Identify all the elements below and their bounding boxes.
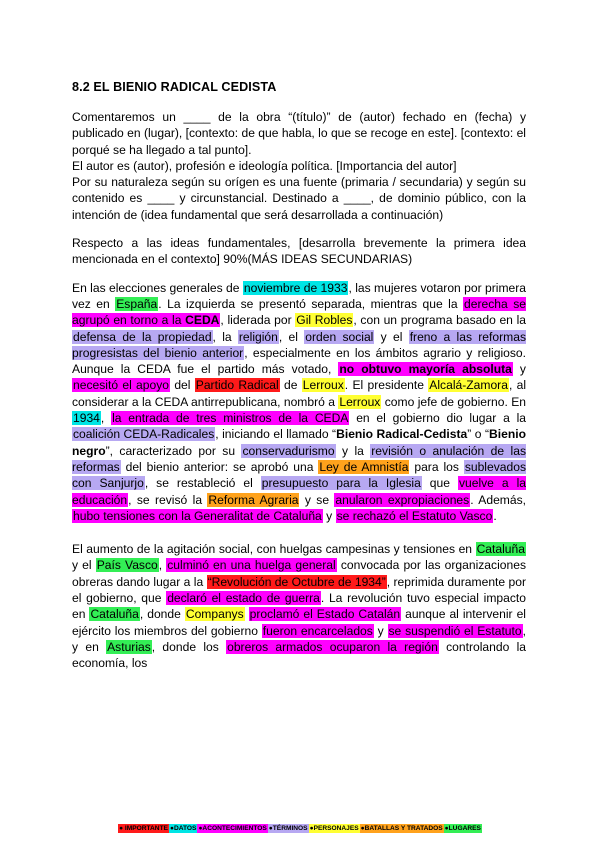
color-legend	[0, 825, 600, 832]
hl-importante: no obtuvo mayoría absoluta	[339, 362, 512, 377]
legend-importante: ● IMPORTANTE	[119, 825, 168, 832]
hl-lugar: País Vasco	[96, 558, 158, 573]
hl-personaje: Alcalá-Zamora	[429, 378, 508, 393]
hl-termino: defensa de la propiedad	[73, 329, 212, 344]
hl-personaje: Lerroux	[339, 394, 381, 409]
hl-termino: coalición CEDA-Radicales	[73, 427, 215, 442]
hl-acontecimiento: hubo tensiones con la Generalitat de Cataluña	[73, 508, 322, 523]
hl-lugar: España	[116, 296, 158, 311]
hl-dato: 1934	[73, 411, 100, 426]
hl-personaje: Companys	[185, 607, 244, 622]
hl-acontecimiento: fueron encarcelados	[262, 623, 373, 638]
legend-batallas: ●BATALLAS Y TRATADOS	[360, 825, 443, 832]
hl-acontecimiento: proclamó el Estado Catalán	[249, 607, 401, 622]
hl-lugar: Cataluña	[476, 542, 525, 557]
hl-acontecimiento: necesitó el apoyo	[73, 378, 170, 393]
legend-terminos: ●TÉRMINOS	[268, 825, 308, 832]
hl-acontecimiento: se suspendió el Estatuto	[388, 623, 522, 638]
document-page	[72, 80, 526, 672]
legend-personajes: ●PERSONAJES	[309, 825, 359, 832]
hl-lugar: Asturias	[107, 639, 151, 654]
legend-acontecimientos: ●ACONTECIMIENTOS	[198, 825, 267, 832]
hl-acontecimiento: declaró el estado de guerra	[167, 591, 320, 606]
hl-tratado: Reforma Agraria	[208, 492, 299, 507]
paragraph-bienio: En las elecciones generales de noviembre de 1933, las mujeres votaron por primera vez en España. La izquierda se presentó separada, mientras que la derecha se agrupó en torno a la CEDA, liderada por Gil Robles, con un programa basado en la defensa de la propiedad, la religión, el orden social y el freno a las reformas progresistas del bienio anterior, especialmente en los ámbitos agrario y religioso. Aunque la CEDA fue el partido más votado, no obtuvo mayoría absoluta y necesitó el apoyo del Partido Radical de Lerroux. El presidente Alcalá-Zamora, al considerar a la CEDA antirrepublicana, nombró a Lerroux como jefe de gobierno. En 1934, la entrada de tres ministros de la CEDA en el gobierno dio lugar a la coalición CEDA-Radicales, iniciando el llamado “Bienio Radical-Cedista” o “Bienio negro”, caracterizado por su conservadurismo y la revisión o anulación de las reformas del bienio anterior: se aprobó una Ley de Amnistía para los sublevados con Sanjurjo, se restableció el presupuesto para la Iglesia que vuelve a la educación, se revisó la Reforma Agraria y se anularon expropiaciones. Además, hubo tensiones con la Generalitat de Cataluña y se rechazó el Estatuto Vasco.	[72, 280, 527, 523]
hl-importante: Partido Radical	[195, 378, 279, 393]
hl-acontecimiento: se rechazó el Estatuto Vasco	[336, 508, 493, 523]
hl-termino: orden social	[305, 329, 374, 344]
hl-tratado: Ley de Amnistía	[319, 459, 409, 474]
hl-termino: sublevados con Sanjurjo	[72, 459, 526, 491]
hl-lugar: Cataluña	[90, 607, 139, 622]
hl-personaje: Gil Robles	[296, 313, 353, 328]
hl-termino: conservadurismo	[242, 443, 335, 458]
hl-acontecimiento: obreros armados ocuparon la región	[227, 639, 438, 654]
hl-acontecimiento: culminó en una huelga general	[167, 558, 336, 573]
hl-termino: revisión o anulación de las reformas	[72, 443, 526, 474]
hl-importante: “Revolución de Octubre de 1934”	[207, 574, 386, 589]
intro-line-2: El autor es (autor), profesión e ideología política. [Importancia del autor]	[72, 158, 457, 173]
page-title: 8.2 EL BIENIO RADICAL CEDISTA	[72, 80, 277, 94]
intro-line-3: Por su naturaleza según su orígen es una fuente (primaria / secundaria) y según su contenido es ____ y circunstancial. Destinado a ____, de dominio público, con la intención de (idea fundamental que será desarrollada a continuación)	[72, 175, 526, 222]
hl-dato: noviembre de 1933	[243, 280, 348, 295]
respecto-paragraph: Respecto a las ideas fundamentales, [desarrolla brevemente la primera idea mencionada en el contexto] 90%(MÁS IDEAS SECUNDARIAS)	[72, 236, 526, 267]
intro-line-1: Comentaremos un ____ de la obra “(título)” de (autor) fechado en (fecha) y publicado en (lugar), [contexto: de que habla, lo que se recoge en este]. [contexto: el porqué se ha llegado a tal punto].	[72, 110, 526, 157]
hl-acontecimiento: vuelve a la educación	[72, 476, 526, 507]
hl-personaje: Lerroux	[302, 378, 344, 393]
hl-acontecimiento: la entrada de tres ministros de la CEDA	[112, 411, 349, 426]
hl-termino: presupuesto para la Iglesia	[261, 476, 421, 491]
hl-acontecimiento: derecha se agrupó en torno a la CEDA	[72, 296, 526, 328]
legend-lugares: ●LUGARES	[444, 825, 481, 832]
legend-datos: ●DATOS	[170, 825, 197, 832]
paragraph-revolucion: El aumento de la agitación social, con huelgas campesinas y tensiones en Cataluña y el País Vasco, culminó en una huelga general convocada por las organizaciones obreras dando lugar a la “Revolución de Octubre de 1934”, reprimida duramente por el gobierno, que declaró el estado de guerra. La revolución tuvo especial impacto en Cataluña, donde Companys proclamó el Estado Catalán aunque al intervenir el ejército los miembros del gobierno fueron encarcelados y se suspendió el Estatuto, y en Asturias, donde los obreros armados ocuparon la región controlando la economía, los	[72, 542, 526, 671]
hl-termino: freno a las reformas progresistas del bienio anterior	[72, 329, 526, 360]
hl-termino: religión	[238, 329, 278, 344]
hl-acontecimiento: anularon expropiaciones	[335, 492, 470, 507]
